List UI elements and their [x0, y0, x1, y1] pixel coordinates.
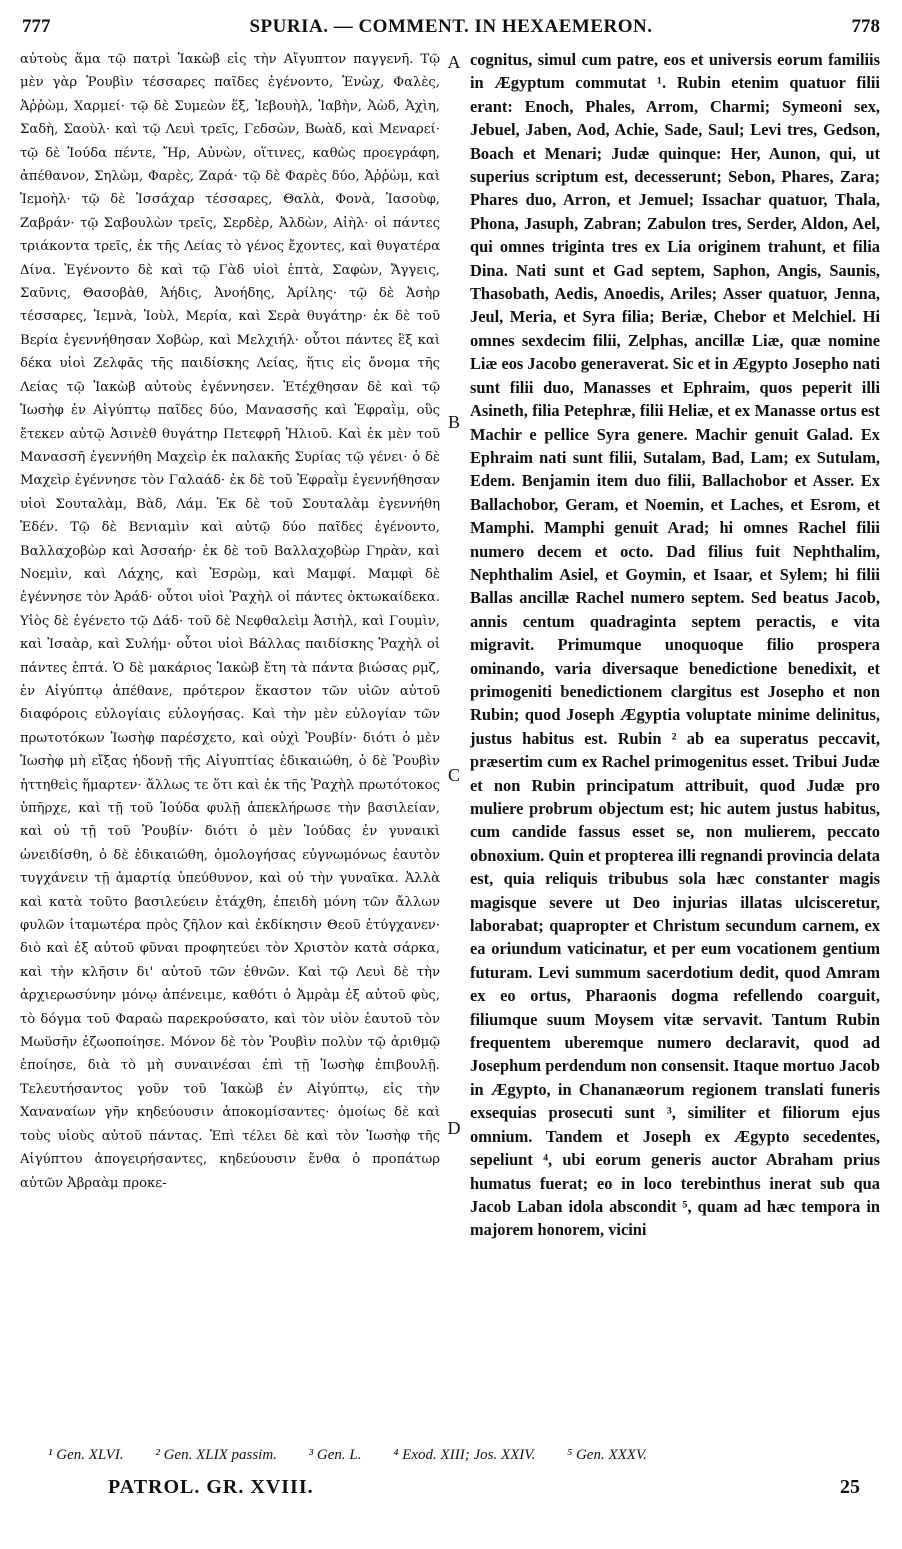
section-marker-a: A	[447, 52, 461, 72]
footnote-2: ² Gen. XLIX passim.	[155, 1447, 277, 1463]
section-marker-d: D	[447, 1118, 461, 1138]
footnote-5: ⁵ Gen. XXXV.	[567, 1447, 647, 1463]
page-footer	[22, 1476, 880, 1504]
page-number-right: 778	[851, 16, 880, 37]
greek-column	[20, 48, 440, 1431]
footnote-3: ³ Gen. L.	[308, 1447, 362, 1463]
footnote-1: ¹ Gen. XLVI.	[48, 1447, 124, 1463]
signature-mark: 25	[840, 1476, 860, 1498]
footnotes	[48, 1447, 882, 1464]
page-number-left: 777	[22, 16, 51, 37]
section-marker-b: B	[447, 412, 460, 432]
running-title: SPURIA. — COMMENT. IN HEXAEMERON.	[249, 16, 653, 37]
series-title: PATROL. GR. XVIII.	[108, 1476, 314, 1498]
footnote-4: ⁴ Exod. XIII; Jos. XXIV.	[393, 1447, 536, 1463]
latin-text: cognitus, simul cum patre, eos et universis eorum familiis in Ægyptum commutat ¹. Rubin etenim quatuor filii erant: Enoch, Phales, Arrom, Charmi; Symeoni sex, Jebuel, Jaben, Aod, Achie, Sade, Saul; Levi tres, Gedson, Boach et Menari; Judæ quinque: Her, Aunon, qui, ut superius scriptum est, decesserunt; Sebon, Phares, Zara; Phares duo, Arron, et Jemuel; Issachar quatuor, Thala, Phona, Jasuph, Zabran; Zabulon tres, Serder, Aldon, Ael, qui omnes triginta tres ex Lia originem trahunt, et filia Dina. Nati sunt et Gad septem, Saphon, Angis, Saunis, Thasobath, Aedis, Anoedis, Ariles; Asser quatuor, Jenna, Jeul, Meria, et Syra filia; Beriæ, Chebor et Melchiel. Hi omnes sexdecim filii, Zelphas, ancillæ Liæ, quæ nomine Liæ eos Jacobo generaverat. Sic et in Ægypto Josepho nati sunt filii duo, Manasses et Ephraim, quos peperit illi Asineth, filia Petephræ, filii Heliæ, et ex Manasse ortus est Machir e pellice Syra genere. Machir genuit Galad. Ex Ephraim nati sunt filii, Sutalam, Bad, Lam; ex Sutulam, Edem. Benjamin item duo filii, Ballachobor et Asser. Ex Ballachobor, Geram, et Noemin, et Laches, et Esrom, et Mamphi. Mamphi genuit Arad; hi omnes Rachel filii numero decem et octo. Dad filius fuit Nephthalim, Nephthalim Asiel, et Goymin, et Isaar, et Sylem; hi filii Ballas ancillæ Rachel numero septem. Sed beatus Jacob, annis centum quadraginta septem peractis, e vita migravit. Primumque unoquoque filio prospera ominando, varia diversaque benedictione benedixit, et primogeniti benedictionem clargitus est Josepho et non Rubin; quod Joseph Ægyptia voluptate minime delinitus, justus habitus est. Rubin ² ab ea superatus peccavit, præsertim cum ex Rachel primogenitus esset. Tribui Judæ et non Rubin principatum attribuit, quod Judæ pro muliere probrum objectum est; hic autem justus habitus, cum candide fassus esset se, non mulierem, peccato obnoxium. Quin et propterea illi regnandi provincia delata est, quia reliquis tribubus sola hæc constanter magis magisque severe ut Deo injurias illatas ulcisceretur, laborabat; quapropter et Christum secundum carnem, ex ea oriundum vaticinatur, et per eum vocationem gentium futuram. Levi summum sacerdotium dedit, quod Amram ex eo ortus, Pharaonis dogma refellendo coarguit, filiumque suum Moysem vitæ servavit. Tantum Rubin frequentem uberemque numero declaravit, quod ad Josephum perdendum non consensit. Itaque mortuo Jacob in Ægypto, in Chananæorum regionem translati funeris exsequias prosecuti sunt ³, similiter et filiorum ejus omnium. Tandem et Joseph ex Ægypto secedentes, sepeliunt ⁴, ubi eorum generis auctor Abraham prius humatus fuerat; eo in loco terebinthus inerat sub qua Jacob Laban idola abscondit ⁵, quam ad hæc tempora in majorem honorem, vicini	[470, 50, 880, 1240]
greek-text: αὐτοὺς ἅμα τῷ πατρὶ Ἰακὼβ εἰς τὴν Αἴγυπτον παγγενῆ. Τῷ μὲν γὰρ Ῥουβὶν τέσσαρες παῖδες ἐγένοντο, Ἐνὼχ, Φαλὲς, Ἀῤῥὼμ, Χαρμεί· τῷ δὲ Συμεὼν ἕξ, Ἰεβουὴλ, Ἰαβὴν, Ἀὼδ, Ἀχὶη, Σαδὴ, Σαοὺλ· καὶ τῷ Λευὶ τρεῖς, Γεδσὼν, Βωὰδ, καὶ Μεναρεί· τῷ δὲ Ἰούδα πέντε, Ἤρ, Αὐνὼν, οἵτινες, καθὼς προεγράφη, ἀπέθανον, Σηλὼμ, Φαρὲς, Ζαρά· τῷ δὲ Φαρὲς δύο, Ἀῤῥὼμ, καὶ Ἰεμοὴλ· τῷ δὲ Ἰσσάχαρ τέσσαρες, Θαλὰ, Φονὰ, Ἰασοὺφ, Ζαβράν· τῷ Σαβουλὼν τρεῖς, Σερδὲρ, Ἀλδὼν, Αἰὴλ· οἱ πάντες τριάκοντα τρεῖς, ἐκ τῆς Λείας τὸ γένος ἔχοντες, καὶ θυγατέρα Δίνα. Ἐγένοντο δὲ καὶ τῷ Γὰδ υἱοὶ ἑπτὰ, Σαφὼν, Ἄγγεις, Σαῦνις, Θασοβὰθ, Ἀήδις, Ἀνοήδης, Ἀρίλης· τῷ δὲ Ἀσὴρ τέσσαρες, Ἰεμνὰ, Ἰοὺλ, Μερία, καὶ Σερὰ θυγάτηρ· ἐκ δὲ τοῦ Βερία ἐγεννήθησαν Χοβὼρ, καὶ Μελχιήλ· οὗτοι πάντες ἓξ καὶ δέκα υἱοὶ Ζελφᾶς τῆς παιδίσκης Λείας, ἥτις εἰς ὄνομα τῆς Λείας τῷ Ἰακὼβ αὐτοὺς ἐγέννησεν. Ἐτέχθησαν δὲ καὶ τῷ Ἰωσὴφ ἐν Αἰγύπτῳ παῖδες δύο, Μανασσῆς καὶ Ἐφραῒμ, οὓς ἔτεκεν αὐτῷ Ἀσινὲθ θυγάτηρ Πετεφρῆ Ἡλιοῦ. Καὶ ἐκ μὲν τοῦ Μανασσῆ ἐγεννήθη Μαχεὶρ ἐκ παλακῆς Συρίας τῷ γένει· ὁ δὲ Μαχεὶρ ἐγέννησε τὸν Γαλαάδ· ἐκ δὲ τοῦ Ἐφραῒμ ἐγεννήθησαν υἱοὶ Σουταλὰμ, Βὰδ, Λάμ. Ἐκ δὲ τοῦ Σουταλὰμ ἐγεννήθη Ἐδέν. Τῷ δὲ Βενιαμὶν καὶ αὐτῷ δύο παῖδες ἐγένοντο, Βαλλαχοβὼρ καὶ Ἀσσαήρ· ἐκ δὲ τοῦ Βαλλαχοβὼρ Γηρὰν, καὶ Νοεμὶν, καὶ Λάχης, καὶ Ἐσρὼμ, καὶ Μαμφί. Μαμφὶ δὲ ἐγέννησε τὸν Ἀράδ· οὗτοι υἱοὶ Ῥαχὴλ οἱ πάντες ὀκτωκαίδεκα. Υἱὸς δὲ ἐγένετο τῷ Δάδ· τοῦ δὲ Νεφθαλεὶμ Ἀσιὴλ, καὶ Γουμὶν, καὶ Ἰσαὰρ, καὶ Συλήμ· οὗτοι υἱοὶ Βάλλας παιδίσκης Ῥαχὴλ οἱ πάντες ἑπτά. Ὁ δὲ μακάριος Ἰακὼβ ἔτη τὰ πάντα βιώσας ρμζ, ἐν Αἰγύπτῳ ἀπέθανε, πρότερον ἕκαστον τῶν υἱῶν αὐτοῦ διαφόροις εὐλογίαις εὐλογήσας. Καὶ τὴν μὲν εὐλογίαν τῶν πρωτοτόκων Ἰωσὴφ παρέσχετο, καὶ οὐχὶ Ῥουβίν· διότι ὁ μὲν Ἰωσὴφ μὴ εἴξας ἡδονῇ τῆς Αἰγυπτίας ἐδικαιώθη, ὁ δὲ Ῥουβὶν ἡττηθεὶς ἥμαρτεν· ἄλλως τε ὅτι καὶ ἐκ τῆς Ῥαχὴλ πρωτότοκος ὑπῆρχε, καὶ τῇ τοῦ Ἰούδα φυλῇ ἀπεκλήρωσε τὴν βασιλείαν, καὶ οὐ τῇ τοῦ Ῥουβίν· διότι ὁ μὲν Ἰούδας ἐν γυναικὶ ὠνειδίσθη, ὁ δὲ ἐδικαιώθη, ὁμολογήσας εὐγνωμόνως ἑαυτὸν τυγχάνειν τῇ ἁμαρτίᾳ ὑπεύθυνον, καὶ οὐ τὴν γυναῖκα. Ἀλλὰ καὶ κατὰ τοῦτο βασιλεύειν ἐτάχθη, ἐπειδὴ μόνη τῶν ἄλλων φυλῶν ἰταμωτέρα πρὸς ζῆλον καὶ ἐκδίκησιν Θεοῦ ἐτύγχανεν· διὸ καὶ ἐξ αὐτοῦ φῦναι προφητεύει τὸν Χριστὸν κατὰ σάρκα, καὶ τὴν κλῆσιν δι' αὐτοῦ τῶν ἐθνῶν. Καὶ τῷ Λευὶ δὲ τὴν ἀρχιερωσύνην μόνῳ ἀπένειμε, καθότι ὁ Ἀμρὰμ ἐξ αὐτοῦ φὺς, τὸ δόγμα τοῦ Φαραὼ παρεκρούσατο, καὶ τὸν υἱὸν ἑαυτοῦ τὸν Μωϋσῆν ἐζωοποίησε. Μόνον δὲ τὸν Ῥουβὶν πολὺν τῷ ἀριθμῷ ἐποίησε, διὰ τὸ μὴ συναινέσαι ἐπὶ τῇ Ἰωσὴφ ἐπιβουλῇ. Τελευτήσαντος γοῦν τοῦ Ἰακὼβ ἐν Αἰγύπτῳ, εἰς τὴν Χαναναίων γῆν κηδεύουσιν ἀποκομίσαντες· ὁμοίως δὲ καὶ τοὺς υἱοὺς αὐτοῦ πάντας. Ἐπὶ τέλει δὲ καὶ τὸν Ἰωσὴφ τῆς Αἰγύπτου ἀπογειρήσαντες, κηδεύουσιν ἔνθα ὁ προπάτωρ αὐτῶν Ἀβραὰμ προκε-	[20, 52, 440, 1191]
page-header	[22, 16, 880, 42]
section-marker-c: C	[447, 765, 460, 785]
latin-column	[470, 48, 880, 1431]
